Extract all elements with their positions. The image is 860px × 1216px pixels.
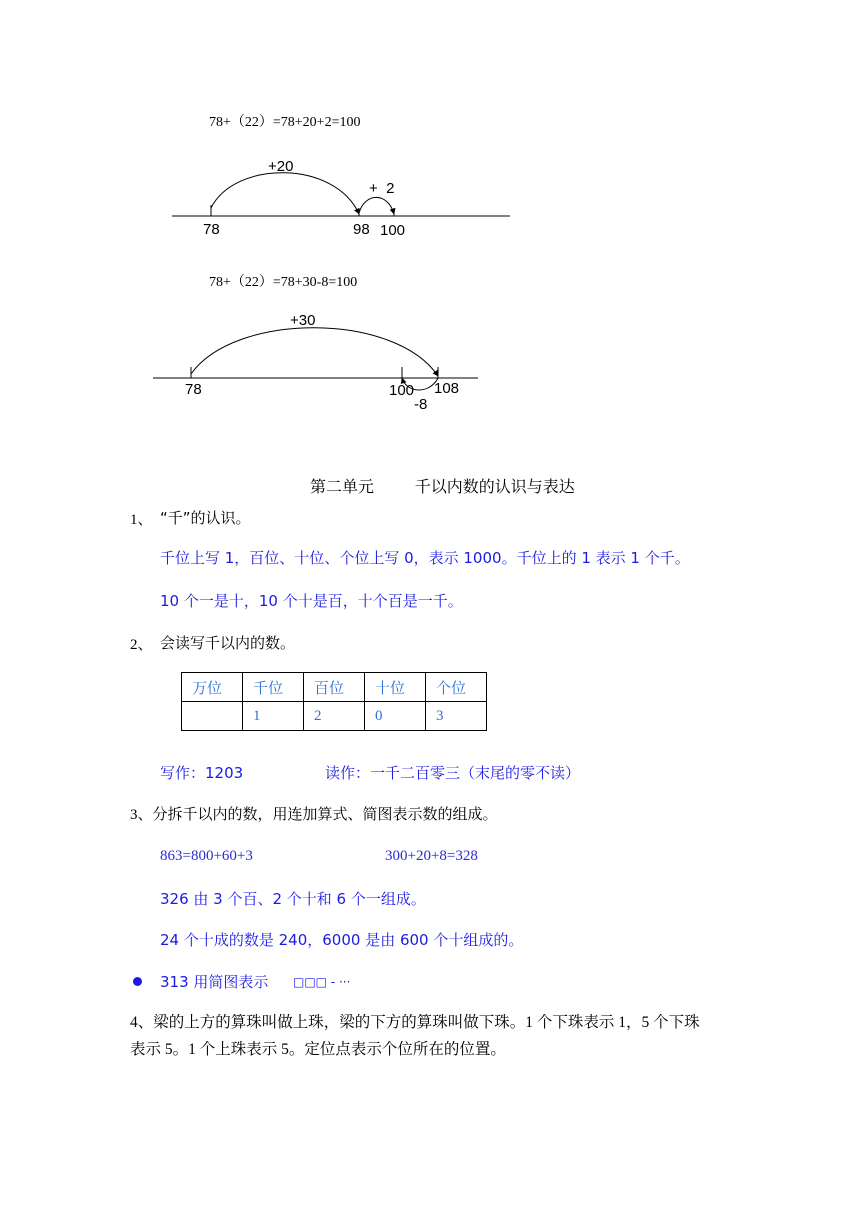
table-header-cell: 百位 <box>304 673 365 702</box>
equation-2: 78+（22）=78+30-8=100 <box>209 275 358 290</box>
place-value-table <box>181 672 487 731</box>
jump-arc-1 <box>211 173 359 214</box>
tick-label: 98 <box>353 221 370 238</box>
table-row <box>182 702 487 731</box>
table-header-cell: 千位 <box>243 673 304 702</box>
table-cell <box>182 702 243 731</box>
table-header-row <box>182 673 487 702</box>
item3-bullet-text: 313 用简图表示 <box>160 973 269 991</box>
item4-line2: 表示 5。1 个上珠表示 5。定位点表示个位所在的位置。 <box>130 1041 506 1058</box>
table-header-cell: 个位 <box>426 673 487 702</box>
place-value-diagram: □□□ - ··· <box>293 975 351 989</box>
jump-label-minus-8: -8 <box>414 396 428 413</box>
item-number: 3、 <box>130 807 153 823</box>
number-line-2 <box>145 320 490 415</box>
item-title: 分拆千以内的数，用连加算式、简图表示数的组成。 <box>152 805 498 823</box>
jump-arc-1 <box>191 328 438 376</box>
unit-title: 第二单元 千以内数的认识与表达 <box>310 477 575 496</box>
item-title: “千”的认识。 <box>160 509 251 527</box>
tick-label: 108 <box>434 380 460 397</box>
table-header-cell: 十位 <box>365 673 426 702</box>
item-number: 2、 <box>130 637 153 653</box>
item1-line1: 千位上写 1，百位、十位、个位上写 0，表示 1000。千位上的 1 表示 1 个千。 <box>160 549 690 567</box>
tick-label: 78 <box>203 221 220 238</box>
tick-label: 100 <box>389 382 415 399</box>
item4-line1: 4、梁的上方的算珠叫做上珠，梁的下方的算珠叫做下珠。1 个下珠表示 1，5 个下珠 <box>130 1014 700 1031</box>
jump-label-20: +20 <box>268 158 294 175</box>
jump-arc-2 <box>359 197 394 214</box>
jump-label-2: + 2 <box>369 180 395 197</box>
table-header-cell: 万位 <box>182 673 243 702</box>
tick-label: 78 <box>185 381 202 398</box>
item-title: 会读写千以内的数。 <box>160 634 296 652</box>
item3-line2: 24 个十成的数是 240，6000 是由 600 个十组成的。 <box>160 931 524 949</box>
table-cell: 3 <box>426 702 487 731</box>
equation-1: 78+（22）=78+20+2=100 <box>209 115 361 130</box>
item3-line1: 326 由 3 个百、2 个十和 6 个一组成。 <box>160 890 426 908</box>
table-cell: 2 <box>304 702 365 731</box>
read-as: 读作：一千二百零三（末尾的零不读） <box>325 764 581 782</box>
table-cell: 1 <box>243 702 304 731</box>
jump-label-30: +30 <box>290 312 316 329</box>
item3-heading <box>130 803 498 824</box>
item1-line2: 10 个一是十，10 个十是百，十个百是一千。 <box>160 592 463 610</box>
table-cell: 0 <box>365 702 426 731</box>
tick-label: 100 <box>380 222 406 239</box>
decomposition-equation: 300+20+8=328 <box>385 848 478 864</box>
item-number: 1、 <box>130 512 153 528</box>
decomposition-equation: 863=800+60+3 <box>160 848 253 864</box>
write-as: 写作：1203 <box>160 764 244 782</box>
bullet-icon <box>133 977 142 986</box>
